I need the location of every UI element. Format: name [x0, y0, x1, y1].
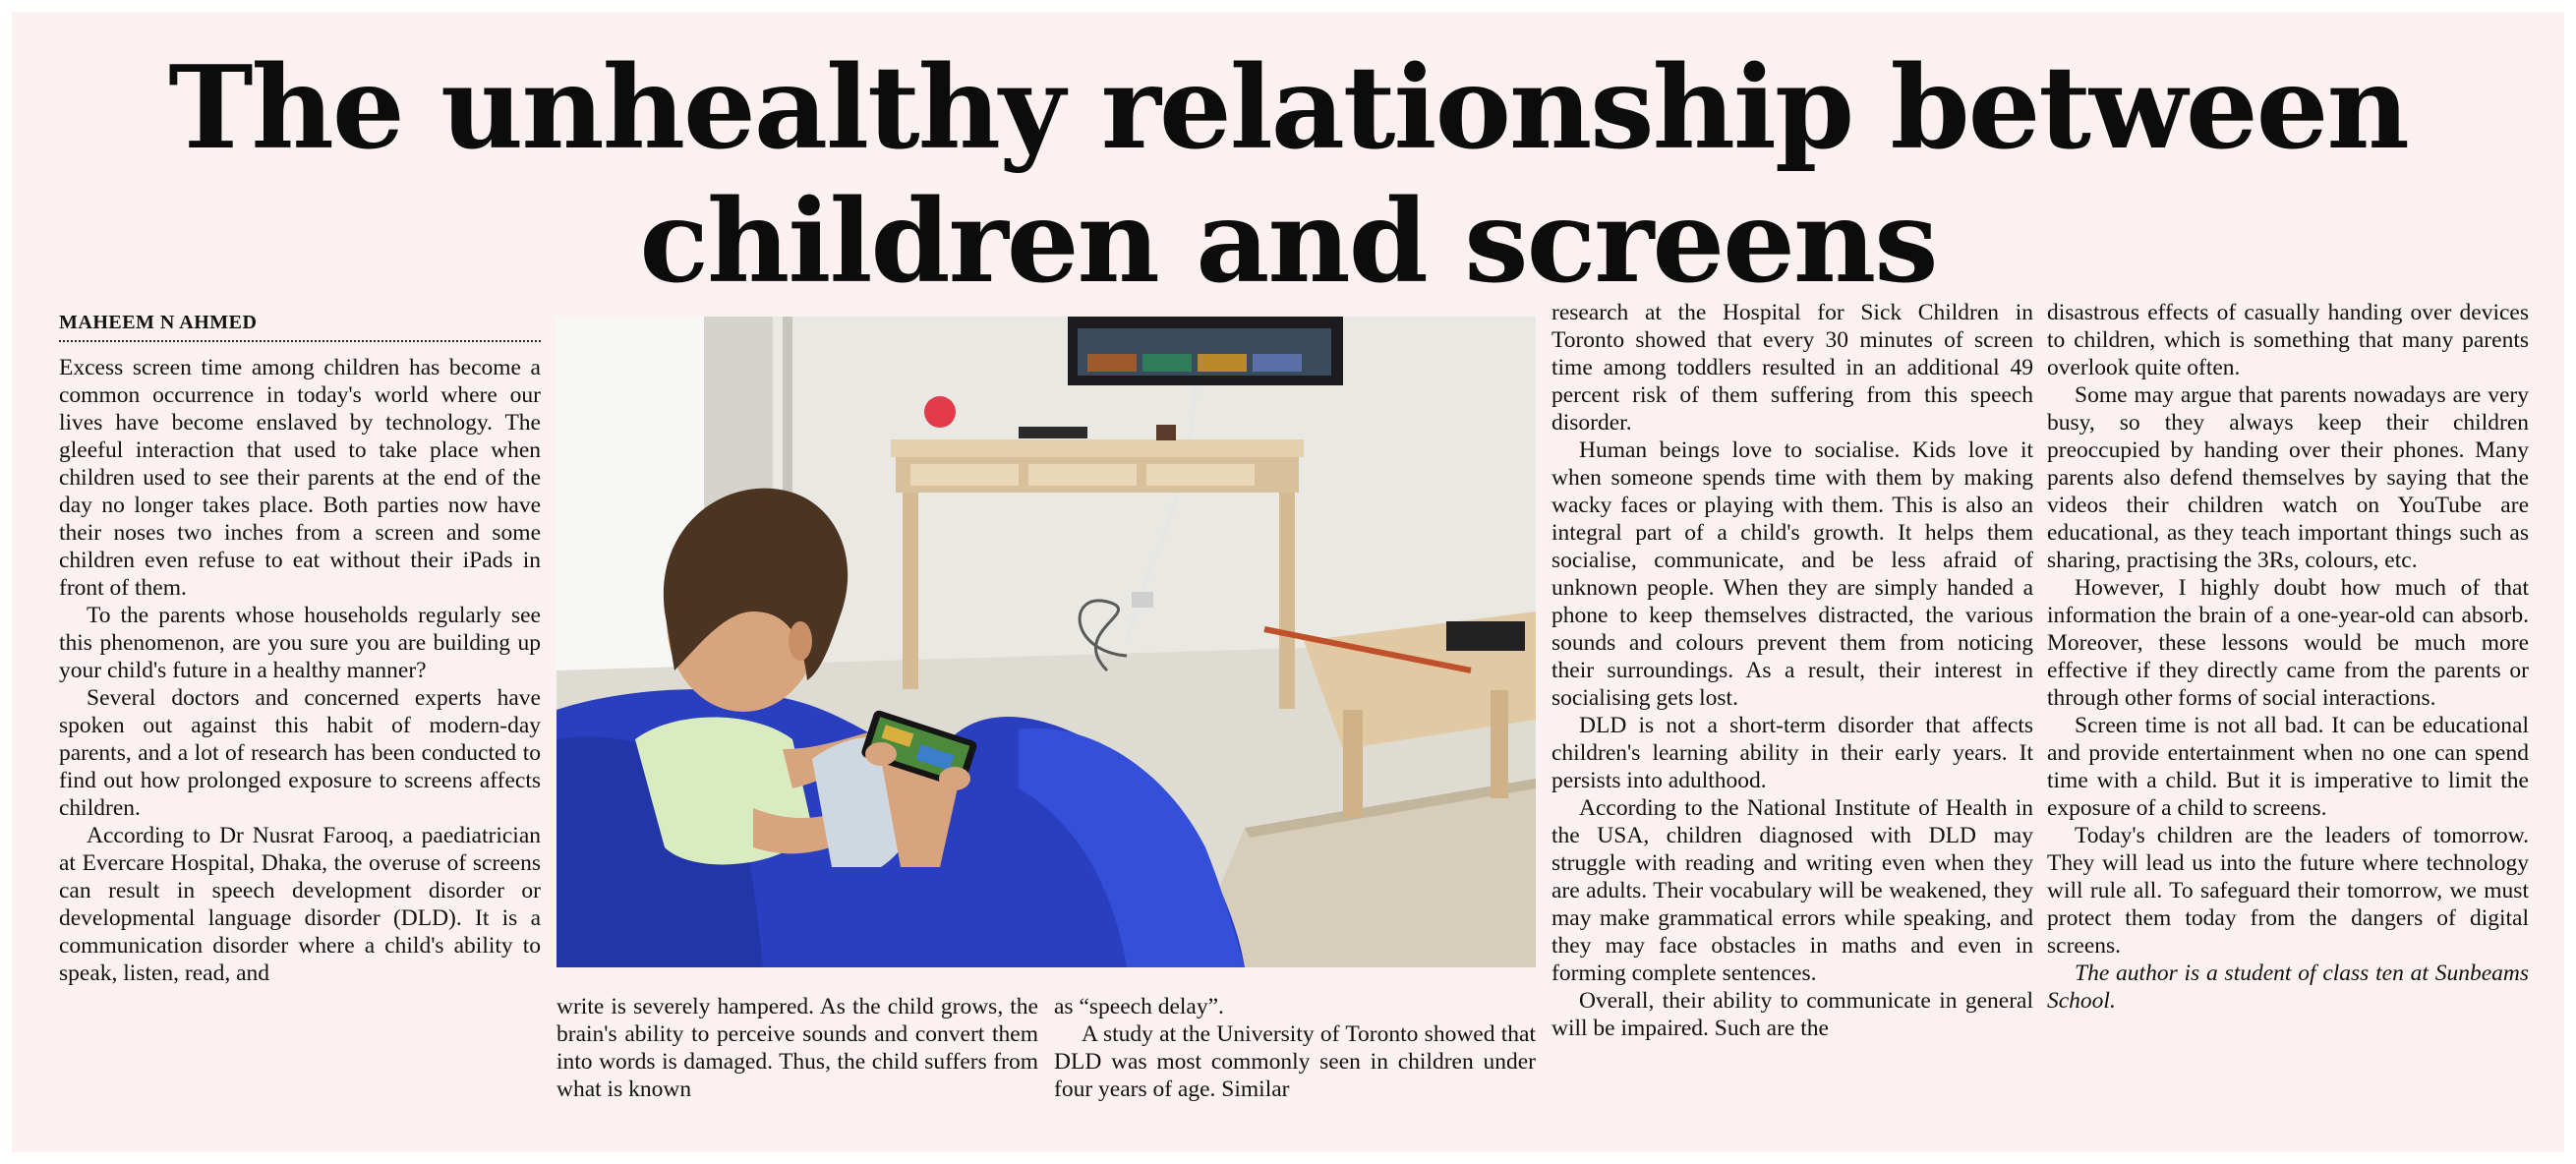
article-column-1	[59, 354, 541, 987]
paragraph: A study at the University of Toronto showed that DLD was most commonly seen in children under four years of age. Similar	[1054, 1021, 1536, 1102]
paragraph: write is severely hampered. As the child grows, the brain's ability to perceive sounds and convert them into words is damaged. Thus, the child suffers from what is known	[556, 994, 1038, 1102]
paragraph: Screen time is not all bad. It can be educational and provide entertainment when no one can spend time with a child. But it is imperative to limit the exposure of a child to screens.	[2047, 713, 2529, 821]
paragraph: as “speech delay”.	[1054, 994, 1224, 1019]
paragraph: Excess screen time among children has become a common occurrence in today's world where our lives have become enslaved by technology. The gleeful interaction that used to take place when children used to see their parents at the end of the day no longer takes place. Both parties now have their noses two inches from a screen and some children even refuse to eat without their iPads in front of them.	[59, 355, 541, 601]
paragraph: Human beings love to socialise. Kids love it when someone spends time with them by making wacky faces or playing with them. This is also an integral part of a child's growth. It helps them socialise, communicate, and be less afraid of unknown people. When they are simply handed a phone to keep themselves distracted, the various sounds and colours prevent them from noticing their surroundings. As a result, their interest in socialising gets lost.	[1551, 437, 2033, 711]
paragraph: According to the National Institute of Health in the USA, children diagnosed with DLD may struggle with reading and writing even when they are adults. Their vocabulary will be weakened, they may make grammatical errors while speaking, and they may face obstacles in maths and even in forming complete sentences.	[1551, 795, 2033, 986]
paragraph: Today's children are the leaders of tomorrow. They will lead us into the future where technology will rule all. To safeguard their tomorrow, we must protect them today from the dangers of digital screens.	[2047, 823, 2529, 959]
article-column-4	[1551, 299, 2033, 1042]
headline-line-2: children and screens	[639, 175, 1937, 309]
article-photo	[556, 317, 1536, 967]
paragraph: DLD is not a short-term disorder that affects children's learning ability in their early years. It persists into adulthood.	[1551, 713, 2033, 793]
paragraph: Some may argue that parents nowadays are very busy, so they always keep their children preoccupied by handing over their phones. Many parents also defend themselves by saying that the videos their children watch on YouTube are educational, as they teach important things such as sharing, practising the 3Rs, colours, etc.	[2047, 382, 2529, 573]
paragraph: To the parents whose households regularly see this phenomenon, are you sure you are building up your child's future in a healthy manner?	[59, 603, 541, 683]
paragraph: According to Dr Nusrat Farooq, a paediatrician at Evercare Hospital, Dhaka, the overuse of screens can result in speech development disorder or developmental language disorder (DLD). It is a communication disorder where a child's ability to speak, listen, read, and	[59, 823, 541, 986]
article-column-3	[1054, 993, 1536, 1103]
article-column-5	[2047, 299, 2529, 1015]
paragraph: disastrous effects of casually handing over devices to children, which is something that many parents overlook quite often.	[2047, 300, 2529, 380]
paragraph: However, I highly doubt how much of that information the brain of a one-year-old can absorb. Moreover, these lessons would be much more effective if they directly came from the parents or through other forms of social interactions.	[2047, 575, 2529, 711]
photo-child-playing-phone	[556, 317, 1536, 967]
newspaper-page	[12, 12, 2564, 1152]
author-note: The author is a student of class ten at Sunbeams School.	[2047, 960, 2529, 1014]
headline-line-1: The unhealthy relationship between	[168, 41, 2408, 175]
headline	[12, 41, 2564, 309]
paragraph: Several doctors and concerned experts have spoken out against this habit of modern-day parents, and a lot of research has been conducted to find out how prolonged exposure to screens affects children.	[59, 685, 541, 821]
paragraph: research at the Hospital for Sick Children in Toronto showed that every 30 minutes of screen time among toddlers resulted in an additional 49 percent risk of them suffering from this speech disorder.	[1551, 300, 2033, 436]
byline: MAHEEM N AHMED	[59, 312, 541, 342]
paragraph: Overall, their ability to communicate in general will be impaired. Such are the	[1551, 988, 2033, 1041]
article-column-2	[556, 993, 1038, 1103]
